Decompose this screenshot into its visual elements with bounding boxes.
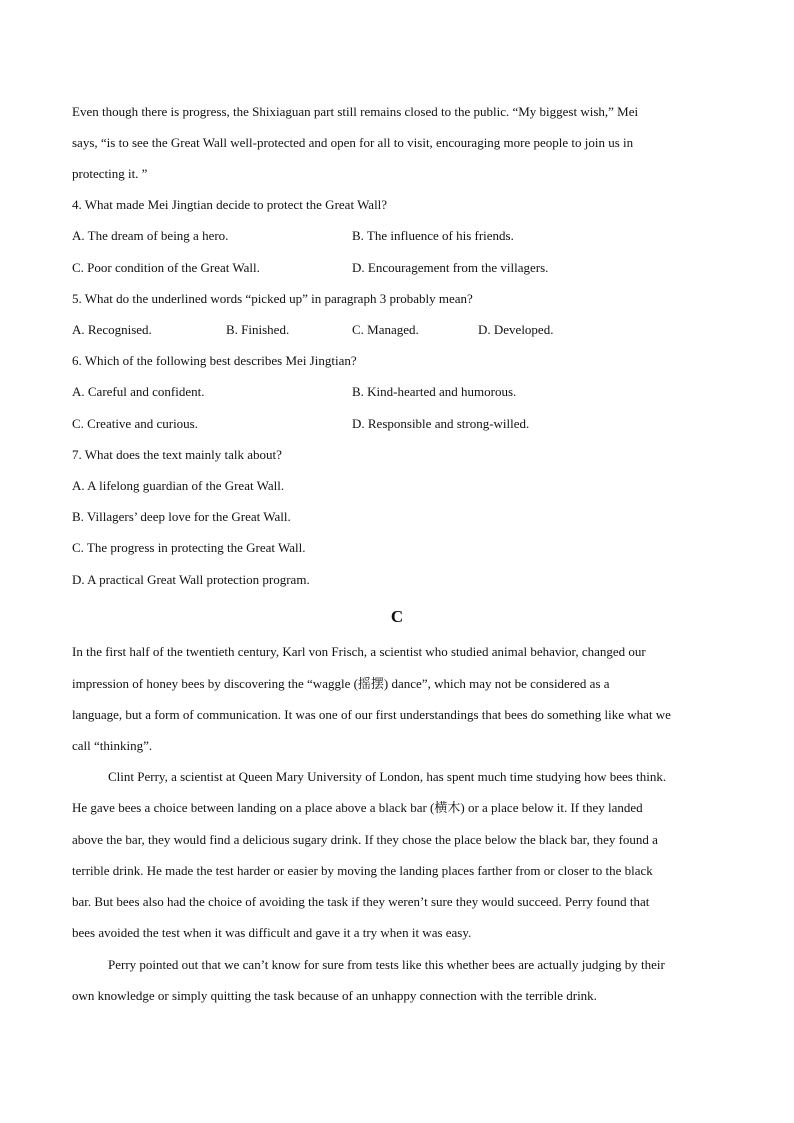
intro-line-2: says, “is to see the Great Wall well-protected and open for all to visit, encouraging more people to join us in [72, 135, 634, 150]
passage-c-p2-line-5: bar. But bees also had the choice of avoiding the task if they weren’t sure they would succeed. Perry found that [72, 894, 650, 909]
question-6-option-d: D. Responsible and strong-willed. [352, 416, 530, 431]
question-4-option-b: B. The influence of his friends. [352, 228, 514, 243]
intro-line-3: protecting it. ” [72, 166, 148, 181]
passage-c-p2-line-1: Clint Perry, a scientist at Queen Mary University of London, has spent much time studying how bees think. [108, 769, 667, 784]
question-7-option-a: A. A lifelong guardian of the Great Wall. [72, 478, 285, 493]
question-5-option-a: A. Recognised. [72, 322, 152, 337]
passage-c-p2-line-6: bees avoided the test when it was difficult and gave it a try when it was easy. [72, 925, 472, 940]
question-4-option-a: A. The dream of being a hero. [72, 228, 229, 243]
passage-c-p3-line-2: own knowledge or simply quitting the task because of an unhappy connection with the terrible drink. [72, 988, 597, 1003]
passage-c-p1-line-4: call “thinking”. [72, 738, 153, 753]
question-7-option-c: C. The progress in protecting the Great Wall. [72, 540, 306, 555]
question-6-option-a: A. Careful and confident. [72, 384, 205, 399]
passage-c-p2-line-3: above the bar, they would find a delicious sugary drink. If they chose the place below the black bar, they found a [72, 832, 658, 847]
question-4-option-d: D. Encouragement from the villagers. [352, 260, 549, 275]
passage-c-p1-line-3: language, but a form of communication. It was one of our first understandings that bees do something like what we [72, 707, 671, 722]
question-7-stem: 7. What does the text mainly talk about? [72, 447, 282, 462]
intro-line-1: Even though there is progress, the Shixiaguan part still remains closed to the public. “My biggest wish,” Mei [72, 104, 639, 119]
question-5-option-c: C. Managed. [352, 322, 419, 337]
passage-c-p2-line-2: He gave bees a choice between landing on a place above a black bar (横木) or a place below it. If they landed [72, 800, 643, 815]
question-4-stem: 4. What made Mei Jingtian decide to protect the Great Wall? [72, 197, 388, 212]
question-5-option-b: B. Finished. [226, 322, 290, 337]
question-5-option-d: D. Developed. [478, 322, 554, 337]
passage-c-p3-line-1: Perry pointed out that we can’t know for sure from tests like this whether bees are actually judging by their [108, 957, 665, 972]
passage-c-p2-line-4: terrible drink. He made the test harder or easier by moving the landing places farther from or closer to the black [72, 863, 653, 878]
question-7-option-b: B. Villagers’ deep love for the Great Wall. [72, 509, 291, 524]
section-heading: C [390, 607, 404, 626]
question-5-stem: 5. What do the underlined words “picked up” in paragraph 3 probably mean? [72, 291, 473, 306]
question-6-option-b: B. Kind-hearted and humorous. [352, 384, 517, 399]
question-6-stem: 6. Which of the following best describes Mei Jingtian? [72, 353, 357, 368]
question-7-option-d: D. A practical Great Wall protection program. [72, 572, 310, 587]
question-4-option-c: C. Poor condition of the Great Wall. [72, 260, 260, 275]
passage-c-p1-line-2: impression of honey bees by discovering the “waggle (摇摆) dance”, which may not be considered as a [72, 676, 610, 691]
question-6-option-c: C. Creative and curious. [72, 416, 198, 431]
passage-c-p1-line-1: In the first half of the twentieth century, Karl von Frisch, a scientist who studied animal behavior, changed our [72, 644, 646, 659]
